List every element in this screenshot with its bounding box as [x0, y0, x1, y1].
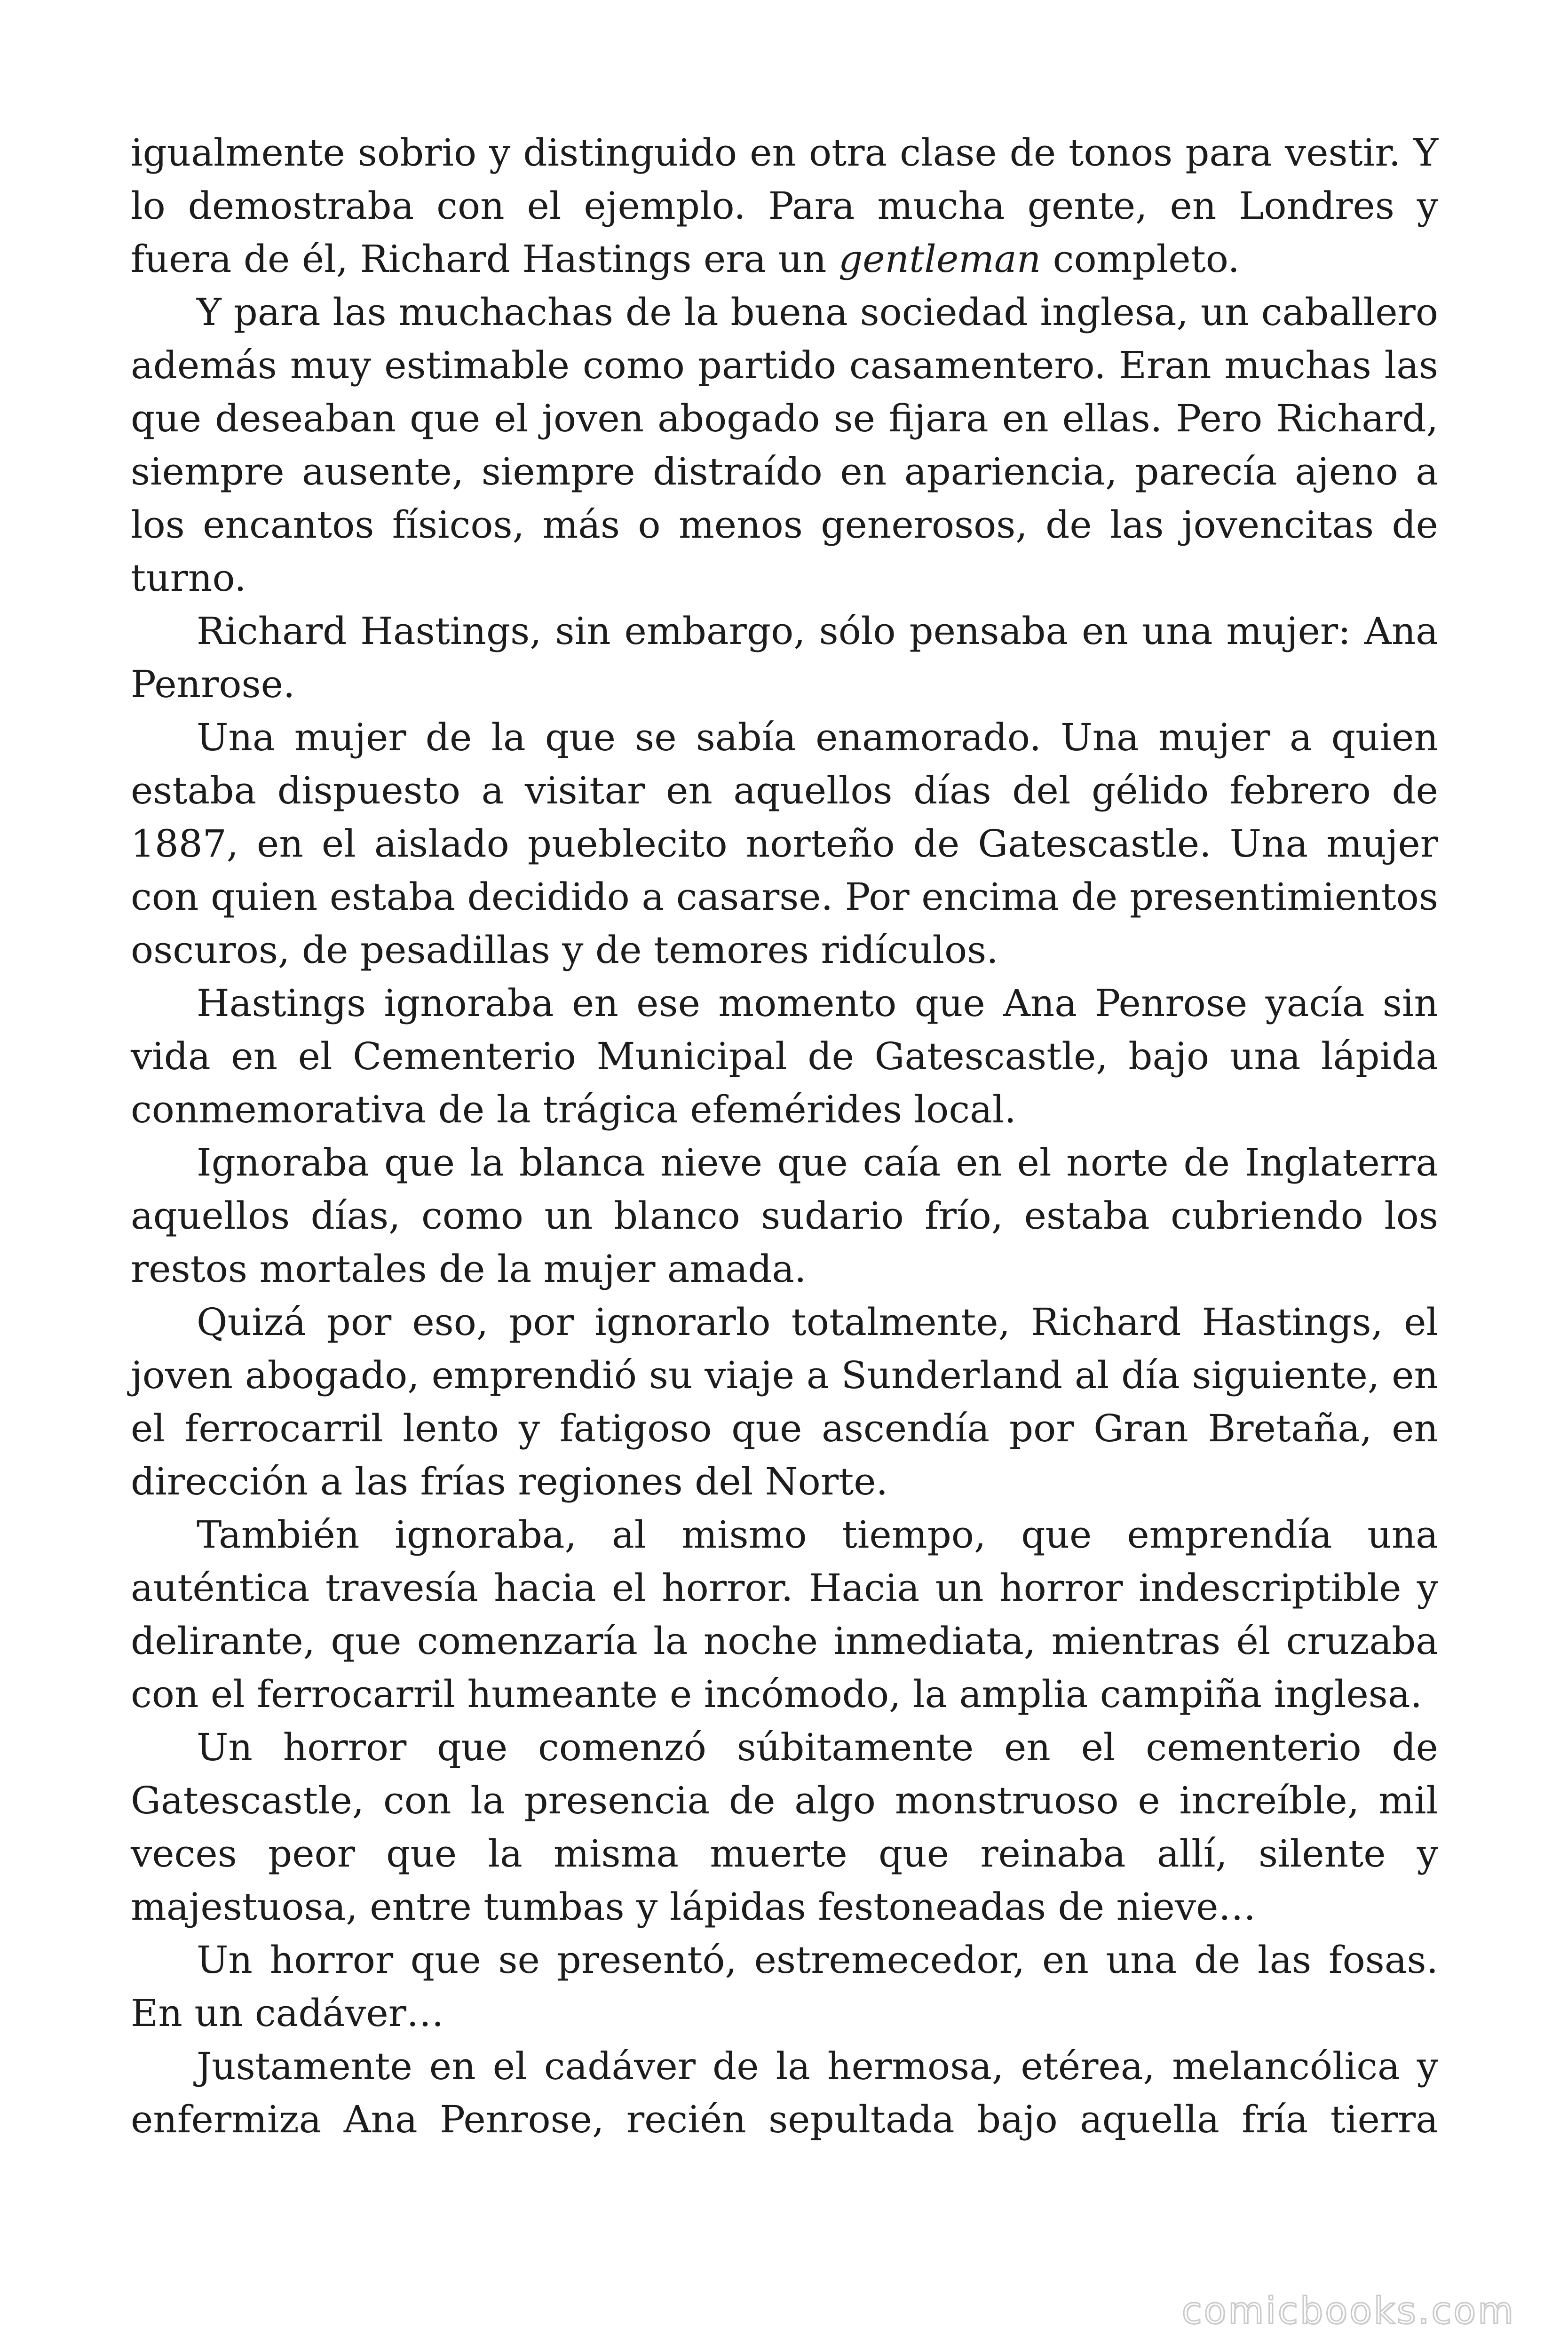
paragraph: Y para las muchachas de la buena sociedad inglesa, un caballero además muy estimable como partido casamentero. Eran muchas las que deseaban que el joven abogado se fijara en ellas. Pero Richard, siempre ausente, siempre distraído en apariencia, parecía ajeno a los encantos físicos, más o menos generosos, de las jovencitas de turno.	[131, 290, 1438, 600]
paragraph: Un horror que se presentó, estremecedor, en una de las fosas. En un cadáver…	[131, 1938, 1438, 2035]
page-text	[131, 126, 1438, 2146]
paragraph: igualmente sobrio y distinguido en otra clase de tonos para vestir. Y lo demostraba con el ejemplo. Para mucha gente, en Londres y fuera de él, Richard Hastings era un gentleman completo.	[131, 131, 1438, 281]
emphasis-text: gentleman	[839, 237, 1041, 281]
paragraph: Quizá por eso, por ignorarlo totalmente, Richard Hastings, el joven abogado, emprendió su viaje a Sunderland al día siguiente, en el ferrocarril lento y fatigoso que ascendía por Gran Bretaña, en dirección a las frías regiones del Norte.	[131, 1300, 1438, 1503]
paragraph: También ignoraba, al mismo tiempo, que emprendía una auténtica travesía hacia el horror. Hacia un horror indescriptible y delirante, que comenzaría la noche inmediata, mientras él cruzaba con el ferrocarril humeante e incómodo, la amplia campiña inglesa.	[131, 1513, 1438, 1716]
paragraph: Ignoraba que la blanca nieve que caía en el norte de Inglaterra aquellos días, como un blanco sudario frío, estaba cubriendo los restos mortales de la mujer amada.	[131, 1141, 1438, 1291]
paragraph: Richard Hastings, sin embargo, sólo pensaba en una mujer: Ana Penrose.	[131, 609, 1438, 706]
watermark: comicbooks.com	[1181, 2290, 1515, 2332]
paragraph: Hastings ignoraba en ese momento que Ana Penrose yacía sin vida en el Cementerio Municipal de Gatescastle, bajo una lápida conmemorativa de la trágica efemérides local.	[131, 981, 1438, 1131]
paragraph: Una mujer de la que se sabía enamorado. Una mujer a quien estaba dispuesto a visitar en aquellos días del gélido febrero de 1887, en el aislado pueblecito norteño de Gatescastle. Una mujer con quien estaba decidido a casarse. Por encima de presentimientos oscuros, de pesadillas y de temores ridículos.	[131, 715, 1438, 972]
paragraph: Justamente en el cadáver de la hermosa, etérea, melancólica y enfermiza Ana Penrose, recién sepultada bajo aquella fría tierra	[131, 2044, 1438, 2141]
paragraph: Un horror que comenzó súbitamente en el cementerio de Gatescastle, con la presencia de algo monstruoso e increíble, mil veces peor que la misma muerte que reinaba allí, silente y majestuosa, entre tumbas y lápidas festoneadas de nieve…	[131, 1725, 1438, 1929]
